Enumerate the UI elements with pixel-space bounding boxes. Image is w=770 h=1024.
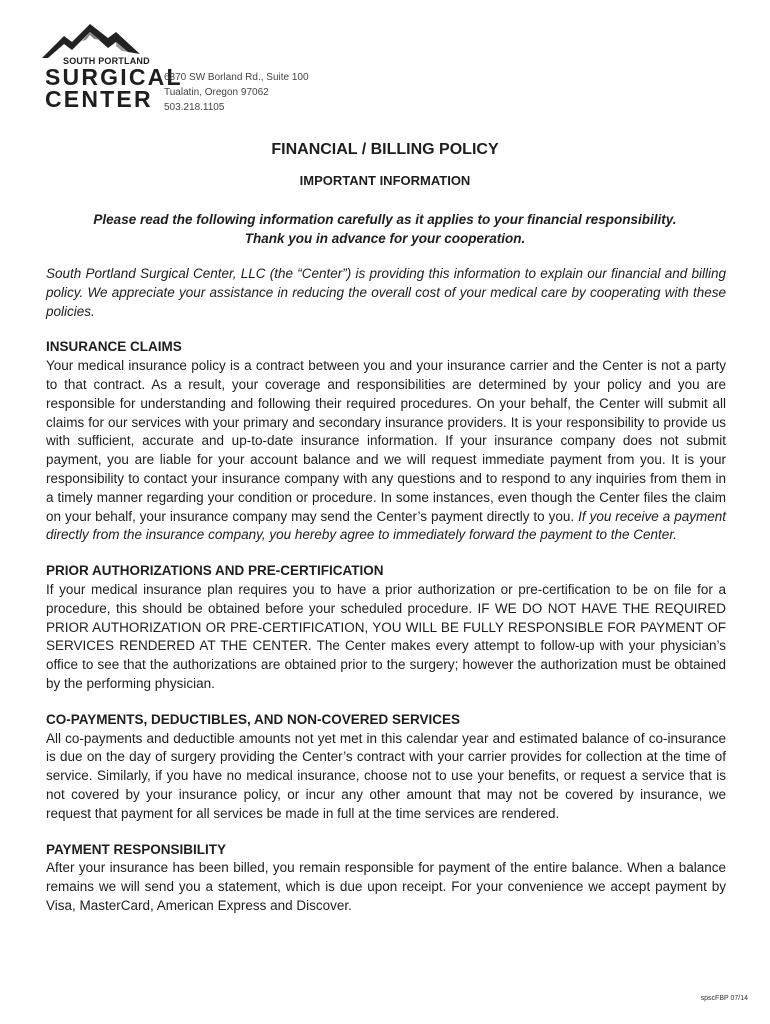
address-street: 6370 SW Borland Rd., Suite 100 — [164, 72, 309, 83]
address-block — [164, 70, 309, 115]
section-heading-payment: PAYMENT RESPONSIBILITY — [46, 841, 227, 857]
section-heading-prior-auth: PRIOR AUTHORIZATIONS AND PRE-CERTIFICATION — [46, 563, 384, 579]
notice-line-1: Please read the following information carefully as it applies to your financial responsibility. — [93, 212, 677, 227]
company-logo — [45, 56, 183, 110]
section-heading-insurance: INSURANCE CLAIMS — [46, 339, 182, 355]
address-city: Tualatin, Oregon 97062 — [164, 87, 269, 98]
mountain-logo-icon — [42, 22, 152, 60]
insurance-body-text: Your medical insurance policy is a contract between you and your insurance carrier and the Center is not a party to that contract. As a result, your coverage and responsibilities are determined by your policy and you are responsible for understanding and following their required procedures. On your behalf, the Center will submit all claims for our services with your primary and secondary insurance providers. It is your responsibility to provide us with sufficient, accurate and up-to-date insurance information. If your insurance company does not submit payment, you are liable for your account balance and we will request immediate payment from you. It is your responsibility to contact your insurance company with any questions and to respond to any inquiries from them in a timely manner regarding your condition or procedure. In some instances, even though the Center files the claim on your behalf, your insurance company may send the Center’s payment directly to you. — [46, 358, 726, 524]
policy-body — [46, 265, 726, 916]
page-title: FINANCIAL / BILLING POLICY — [271, 141, 499, 158]
page-subtitle: IMPORTANT INFORMATION — [299, 173, 471, 188]
notice-line-2: Thank you in advance for your cooperation. — [244, 231, 526, 246]
logo-line-3: CENTER — [45, 86, 153, 112]
section-body-payment: After your insurance has been billed, you remain responsible for payment of the entire balance. When a balance remains we will send you a statement, which is due upon receipt. For your convenience we accept payment by Visa, MasterCard, American Express and Discover. — [46, 860, 726, 913]
section-body-copay: All co-payments and deductible amounts not yet met in this calendar year and estimated balance of co-insurance is due on the day of surgery providing the Center’s contract with your carrier provides for collection at the time of service. Similarly, if you have no medical insurance, choose not to use your benefits, or request a service that is not covered by your insurance policy, or incur any other amount that may not be covered by insurance, we request that payment for all services be made in full at the time services are rendered. — [46, 730, 726, 821]
logo-line-2: SURGICAL — [45, 64, 183, 90]
section-body-insurance — [46, 357, 726, 545]
intro-paragraph: South Portland Surgical Center, LLC (the “Center”) is providing this information to explain our financial and billing policy. We appreciate your assistance in reducing the overall cost of your medical care by cooperating with these policies. — [46, 266, 726, 319]
notice-block — [0, 210, 770, 248]
address-phone: 503.218.1105 — [164, 102, 225, 113]
section-heading-copay: CO-PAYMENTS, DEDUCTIBLES, AND NON-COVERED SERVICES — [46, 711, 461, 727]
insurance-body-italic: If you receive a payment directly from the insurance company, you hereby agree to immediately forward the payment to the Center. — [46, 508, 726, 543]
section-body-prior-auth: If your medical insurance plan requires you to have a prior authorization or pre-certification to be on file for a procedure, this should be obtained before your scheduled procedure. IF WE DO NOT HAVE THE REQUIRED PRIOR AUTHORIZATION OR PRE-CERTIFICATION, YOU WILL BE FULLY RESPONSIBLE FOR PAYMENT OF SERVICES RENDERED AT THE CENTER. The Center makes every attempt to follow-up with your physician’s office to see that the authorizations are obtained prior to the surgery; however the authorization must be obtained by the performing physician. — [46, 581, 726, 691]
logo-line-1: SOUTH PORTLAND — [63, 56, 150, 66]
form-code: spscFBP 07/14 — [700, 995, 748, 1002]
